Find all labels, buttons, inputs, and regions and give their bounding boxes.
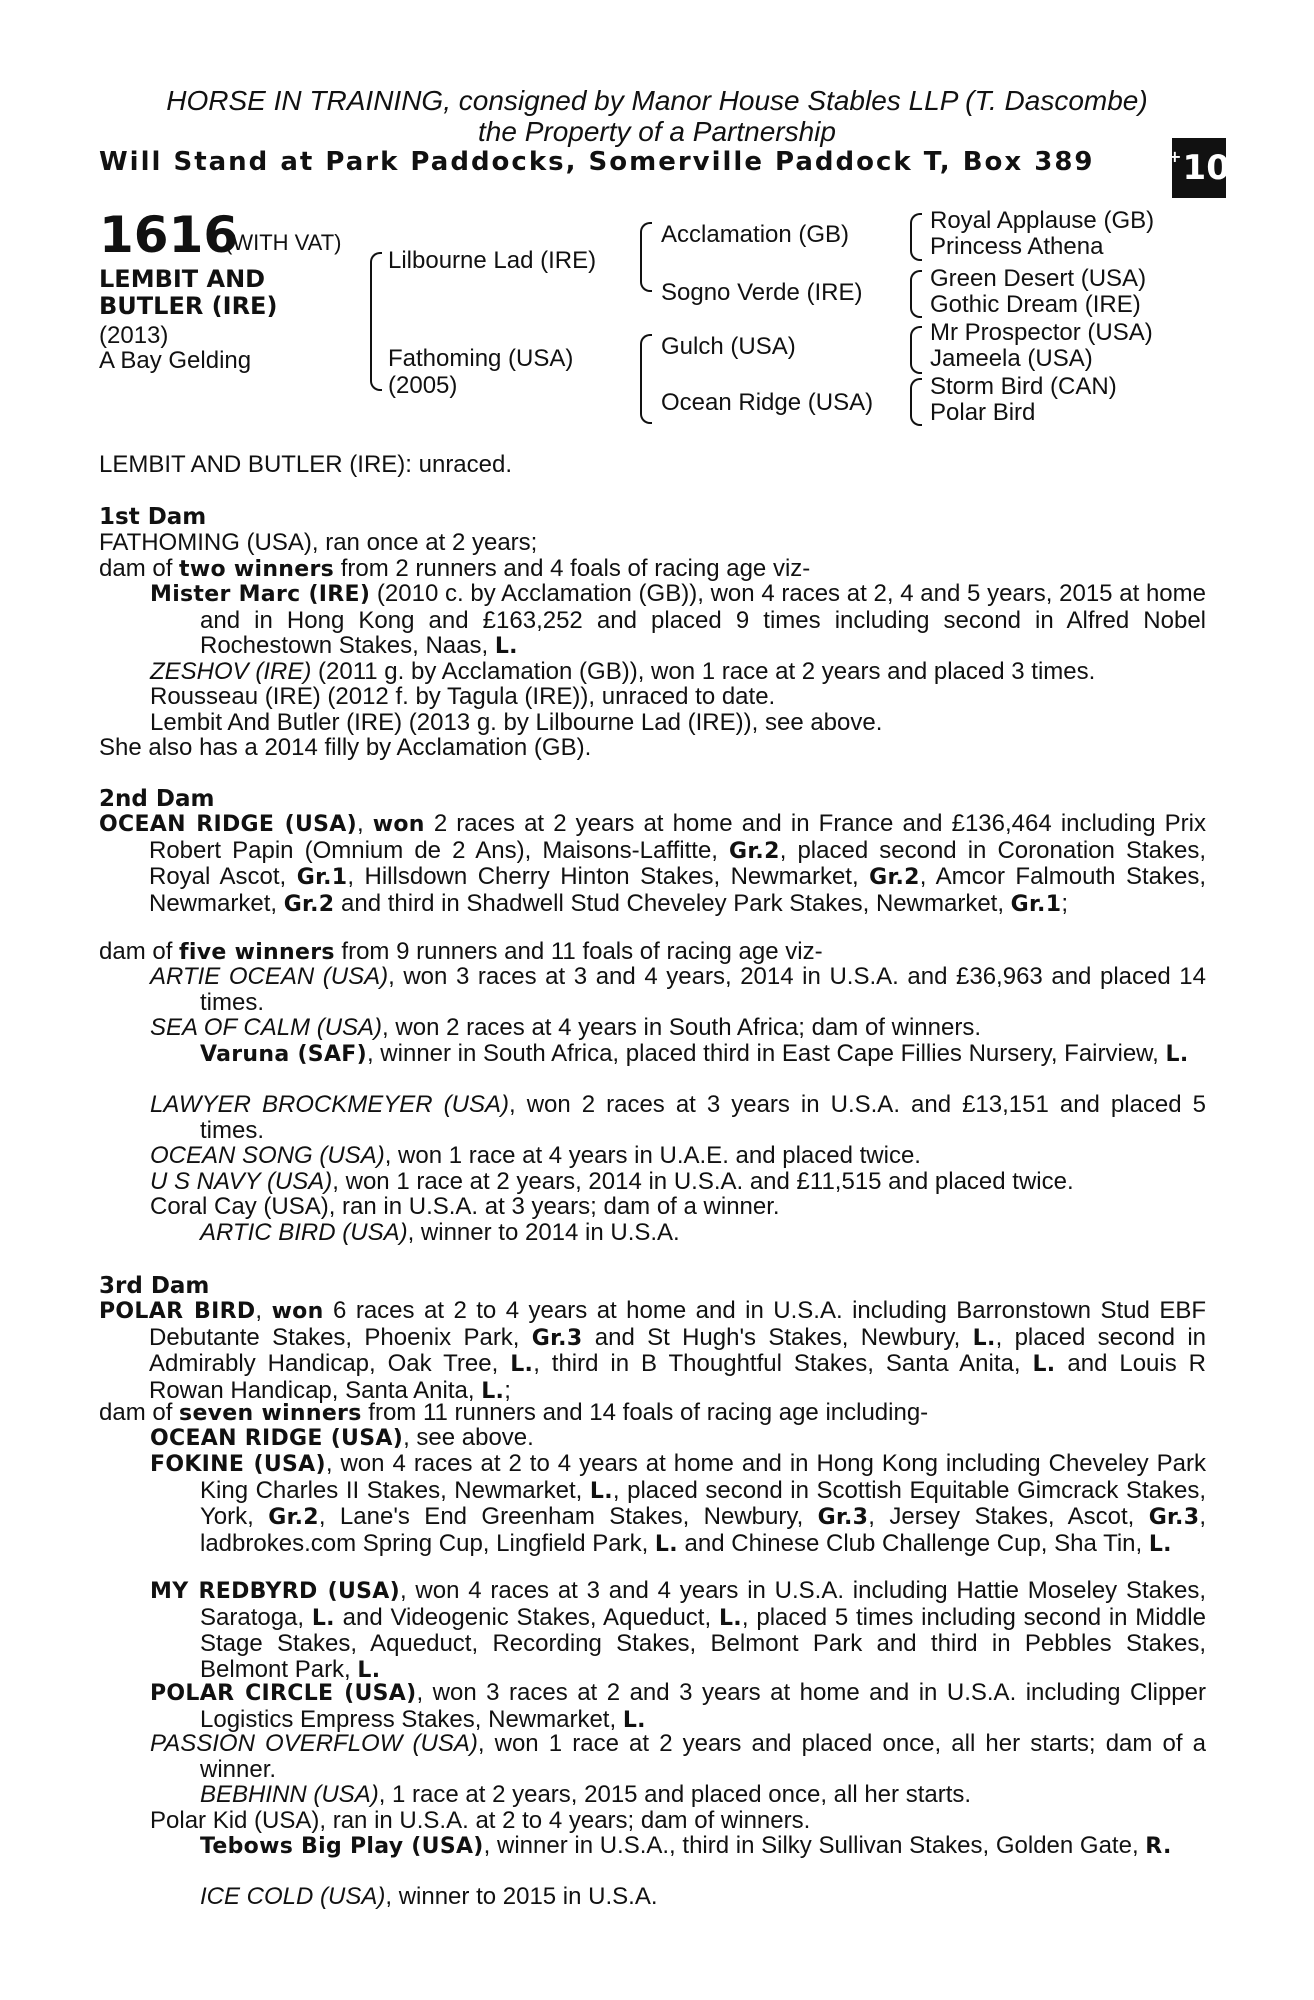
brace-g1 [910,213,922,261]
ancestor-6: Jameela (USA) [930,345,1093,372]
horse-description: A Bay Gelding [99,347,252,374]
second-dam-produce: dam of five winners from 9 runners and 11 foals of racing age viz- [99,938,823,965]
third-dam-record: POLAR BIRD, won 6 races at 2 to 4 years at home and in U.S.A. including Barronstown Stud EBF Debutante Stakes, Phoenix Park, Gr.3 and St Hugh's Stakes, Newbury, L., placed second in Admirably Handicap, Oak Tree, L., third in B Thoughtful Stakes, Santa Anita, L. and Louis R Rowan Handicap, Santa Anita, L.; [99,1297,1207,1404]
brace-g2 [910,270,922,318]
vat-label: (WITH VAT) [225,230,342,255]
brace-g3 [910,326,922,374]
location-line: Will Stand at Park Paddocks, Somerville Paddock T, Box 389 [99,147,1095,177]
dam-year: (2005) [388,372,458,399]
sire-dam: Sogno Verde (IRE) [661,279,863,306]
horse-name: LEMBIT AND BUTLER (IRE) [99,265,278,320]
produce-bebhinn: BEBHINN (USA), 1 race at 2 years, 2015 and placed once, all her starts. [200,1781,972,1808]
dam-dam: Ocean Ridge (USA) [661,389,874,416]
produce-ocean-song: OCEAN SONG (USA), won 1 race at 4 years in U.A.E. and placed twice. [150,1142,921,1169]
produce-passion-overflow: PASSION OVERFLOW (USA), won 1 race at 2 years and placed once, all her starts; dam of a winner. [150,1730,1206,1783]
produce-filly-note: She also has a 2014 filly by Acclamation (GB). [99,734,592,761]
second-dam-heading: 2nd Dam [99,786,215,812]
produce-ice-cold: ICE COLD (USA), winner to 2015 in U.S.A. [200,1883,658,1910]
produce-rousseau: Rousseau (IRE) (2012 f. by Tagula (IRE)), unraced to date. [150,683,776,710]
produce-polar-kid: Polar Kid (USA), ran in U.S.A. at 2 to 4 years; dam of winners. [150,1807,811,1834]
ancestor-5: Mr Prospector (USA) [930,319,1153,346]
produce-artie-ocean: ARTIE OCEAN (USA), won 3 races at 3 and 4 years, 2014 in U.S.A. and £36,963 and placed 14 times. [150,963,1206,1016]
first-dam-produce: dam of two winners from 2 runners and 4 foals of racing age viz- [99,555,811,582]
produce-ocean-ridge: OCEAN RIDGE (USA), see above. [150,1424,534,1451]
produce-my-redbyrd: MY REDBYRD (USA), won 4 races at 3 and 4 years in U.S.A. including Hattie Moseley Stakes, Saratoga, L. and Videogenic Stakes, Aqueduct, L., placed 5 times including second in Middle Stage Stakes, Aqueduct, Recording Stakes, Belmont Park and third in Pebbles Stakes, Belmont Park, L. [150,1577,1206,1683]
produce-sea-of-calm: SEA OF CALM (USA), won 2 races at 4 years in South Africa; dam of winners. [150,1014,982,1041]
produce-tebows-big-play: Tebows Big Play (USA), winner in U.S.A., third in Silky Sullivan Stakes, Golden Gate, R. [200,1832,1172,1859]
property-line: the Property of a Partnership [478,116,836,147]
produce-mister-marc: Mister Marc (IRE) (2010 c. by Acclamation (GB)), won 4 races at 2, 4 and 5 years, 2015 at home and in Hong Kong and £163,252 and placed 9 times including second in Alfred Nobel Rochestown Stakes, Naas, L. [150,580,1206,659]
produce-fokine: FOKINE (USA), won 4 races at 2 to 4 years at home and in Hong Kong including Cheveley Park King Charles II Stakes, Newmarket, L., placed second in Scottish Equitable Gimcrack Stakes, York, Gr.2, Lane's End Greenham Stakes, Newbury, Gr.3, Jersey Stakes, Ascot, Gr.3, ladbrokes.com Spring Cup, Lingfield Park, L. and Chinese Club Challenge Cup, Sha Tin, L. [150,1450,1206,1557]
first-dam-heading: 1st Dam [99,504,207,530]
ancestor-7: Storm Bird (CAN) [930,373,1117,400]
produce-lawyer-brockmeyer: LAWYER BROCKMEYER (USA), won 2 races at 3 years in U.S.A. and £13,151 and placed 5 times. [150,1091,1206,1144]
horse-year: (2013) [99,322,169,349]
consignor-line: HORSE IN TRAINING, consigned by Manor House Stables LLP (T. Dascombe) [166,85,1148,116]
third-dam-heading: 3rd Dam [99,1273,210,1299]
race-record: LEMBIT AND BUTLER (IRE): unraced. [99,451,513,478]
ancestor-2: Princess Athena [930,233,1104,260]
brace-g4 [910,378,922,426]
produce-us-navy: U S NAVY (USA), won 1 race at 2 years, 2014 in U.S.A. and £11,515 and placed twice. [150,1168,1074,1195]
ancestor-3: Green Desert (USA) [930,265,1147,292]
third-dam-produce: dam of seven winners from 11 runners and 14 foals of racing age including- [99,1399,929,1426]
produce-coral-cay: Coral Cay (USA), ran in U.S.A. at 3 years; dam of a winner. [150,1193,780,1220]
lot-number: 1616 [99,206,239,264]
dam: Fathoming (USA) [388,345,574,372]
sire: Lilbourne Lad (IRE) [388,247,597,274]
produce-zeshov: ZESHOV (IRE) (2011 g. by Acclamation (GB)), won 1 race at 2 years and placed 3 times. [150,658,1096,685]
brace-sire [640,222,652,292]
ancestor-8: Polar Bird [930,399,1036,426]
brace-dam [640,334,652,424]
plus-ten-badge-icon: + 10 [1172,138,1226,198]
produce-varuna: Varuna (SAF), winner in South Africa, placed third in East Cape Fillies Nursery, Fairview, L. [200,1040,1189,1067]
second-dam-record: OCEAN RIDGE (USA), won 2 races at 2 years at home and in France and £136,464 including Prix Robert Papin (Omnium de 2 Ans), Maisons-Laffitte, Gr.2, placed second in Coronation Stakes, Royal Ascot, Gr.1, Hillsdown Cherry Hinton Stakes, Newmarket, Gr.2, Amcor Falmouth Stakes, Newmarket, Gr.2 and third in Shadwell Stud Cheveley Park Stakes, Newmarket, Gr.1; [99,810,1207,917]
produce-polar-circle: POLAR CIRCLE (USA), won 3 races at 2 and 3 years at home and in U.S.A. including Clipper Logistics Empress Stakes, Newmarket, L. [150,1679,1206,1733]
ancestor-1: Royal Applause (GB) [930,207,1155,234]
dam-sire: Gulch (USA) [661,333,796,360]
ancestor-4: Gothic Dream (IRE) [930,291,1141,318]
sire-sire: Acclamation (GB) [661,221,850,248]
produce-artic-bird: ARTIC BIRD (USA), winner to 2014 in U.S.A. [200,1219,680,1246]
brace-main [370,252,382,391]
first-dam-intro: FATHOMING (USA), ran once at 2 years; [99,529,538,556]
produce-lembit: Lembit And Butler (IRE) (2013 g. by Lilbourne Lad (IRE)), see above. [150,709,883,736]
